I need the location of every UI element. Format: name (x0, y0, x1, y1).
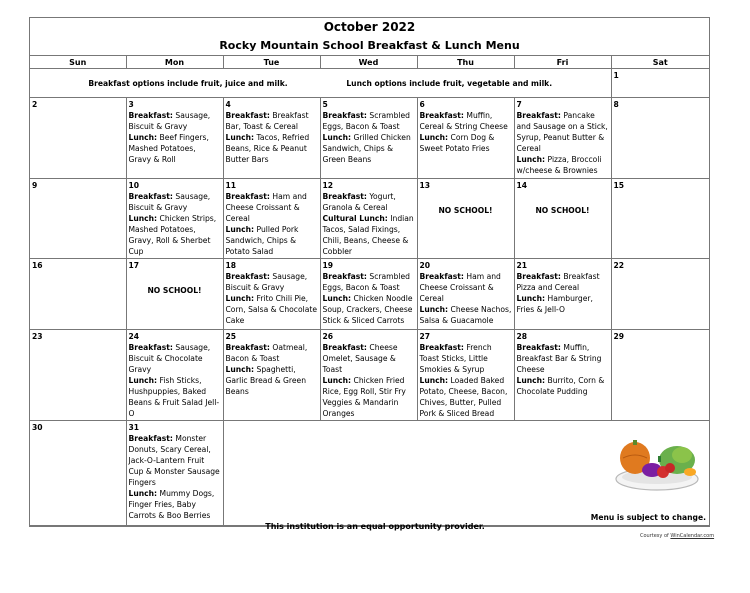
lunch-items: Corn Dog & Sweet Potato Fries (419, 133, 495, 153)
lunch-entry (323, 375, 415, 419)
week-row (30, 179, 709, 259)
lunch-entry (323, 132, 415, 165)
day-cell (126, 98, 223, 179)
lunch-label: Lunch: (225, 365, 255, 374)
day-number: 28 (516, 332, 528, 341)
weekday-header-wed: Wed (320, 56, 417, 69)
day-cell (417, 259, 514, 330)
lunch-items: Mummy Dogs, Finger Fries, Baby Carrots & Boo Berries (128, 489, 215, 520)
day-number: 9 (32, 181, 38, 190)
day-cell (30, 330, 126, 421)
day-number: 7 (516, 100, 522, 109)
lunch-label: Lunch: (225, 133, 255, 142)
lunch-label: Lunch: (128, 133, 158, 142)
day-cell (320, 259, 417, 330)
breakfast-items: Oatmeal, Bacon & Toast (225, 343, 308, 363)
breakfast-items: Scrambled Eggs, Bacon & Toast (322, 272, 410, 292)
day-cell (126, 179, 223, 259)
menu-notes (30, 69, 611, 98)
day-number: 1 (613, 71, 619, 80)
day-number: 12 (322, 181, 334, 190)
lunch-label: Lunch: (516, 155, 546, 164)
day-cell (611, 98, 709, 179)
week-row (30, 98, 709, 179)
breakfast-entry (323, 191, 415, 213)
calendar-grid (30, 56, 709, 526)
breakfast-label: Breakfast: (419, 111, 464, 120)
day-number: 24 (128, 332, 140, 341)
weekday-header-tue: Tue (223, 56, 320, 69)
courtesy-link[interactable]: WinCalendar.com (670, 533, 715, 539)
week-row (30, 421, 709, 526)
breakfast-entry (323, 110, 415, 132)
no-school-label: NO SCHOOL! (438, 206, 493, 215)
breakfast-entry (323, 271, 415, 293)
lunch-entry (517, 154, 609, 176)
breakfast-label: Breakfast: (322, 343, 367, 352)
day-number: 10 (128, 181, 140, 190)
breakfast-label: Breakfast: (128, 343, 173, 352)
day-cell (611, 330, 709, 421)
lunch-label: Lunch: (322, 376, 352, 385)
lunch-entry (420, 375, 512, 419)
lunch-entry (226, 293, 318, 326)
day-number: 21 (516, 261, 528, 270)
day-number: 26 (322, 332, 334, 341)
lunch-items: Fish Sticks, Hushpuppies, Baked Beans & Fruit Salad Jell-O (128, 376, 220, 418)
equal-opportunity-statement: This institution is an equal opportunity provider. (265, 522, 485, 531)
lunch-items: Loaded Baked Potato, Cheese, Bacon, Chives, Butter, Pulled Pork & Sliced Bread (419, 376, 508, 418)
weekday-header-sun: Sun (30, 56, 126, 69)
cultural-lunch-label: Cultural Lunch: (322, 214, 388, 223)
day-cell (320, 179, 417, 259)
day-number: 2 (32, 100, 38, 109)
day-number: 27 (419, 332, 431, 341)
day-number: 18 (225, 261, 237, 270)
calendar-title: October 2022 (323, 20, 416, 34)
breakfast-items: Sausage, Biscuit & Gravy (128, 111, 211, 131)
lunch-items: Frito Chili Pie, Corn, Salsa & Chocolate Cake (225, 294, 318, 325)
lunch-items: Grilled Chicken Sandwich, Chips & Green Beans (322, 133, 411, 164)
day-cell (30, 421, 126, 526)
vegetables-illustration-icon (614, 432, 700, 492)
breakfast-label: Breakfast: (225, 343, 270, 352)
breakfast-entry (226, 342, 318, 364)
lunch-items: Tacos, Refried Beans, Rice & Peanut Butter Bars (225, 133, 310, 164)
day-number: 3 (128, 100, 134, 109)
breakfast-items: Yogurt, Granola & Cereal (322, 192, 396, 212)
breakfast-entry (517, 342, 609, 375)
day-cell (320, 98, 417, 179)
week-row (30, 259, 709, 330)
menu-change-note: Menu is subject to change. (590, 513, 706, 522)
breakfast-items: Breakfast Pizza and Cereal (516, 272, 600, 292)
day-number: 5 (322, 100, 328, 109)
lunch-entry (420, 132, 512, 154)
breakfast-label: Breakfast: (516, 272, 561, 281)
day-number: 23 (32, 332, 43, 341)
lunch-label: Lunch: (419, 133, 449, 142)
breakfast-items: Scrambled Eggs, Bacon & Toast (322, 111, 410, 131)
lunch-label: Lunch: (516, 376, 546, 385)
lunch-entry (420, 304, 512, 326)
weekday-header-mon: Mon (126, 56, 223, 69)
breakfast-items: Monster Donuts, Scary Cereal, Jack-O-Lantern Fruit Cup & Monster Sausage Fingers (128, 434, 220, 487)
courtesy-text: Courtesy of (640, 533, 669, 539)
breakfast-label: Breakfast: (225, 272, 270, 281)
day-number: 29 (613, 332, 625, 341)
lunch-entry (129, 488, 221, 521)
breakfast-entry (517, 271, 609, 293)
breakfast-entry (129, 191, 221, 213)
weekday-header-thu: Thu (417, 56, 514, 69)
day-number: 31 (128, 423, 140, 432)
day-number: 13 (419, 181, 431, 190)
breakfast-note: Breakfast options include fruit, juice and milk. (88, 78, 288, 88)
breakfast-items: Ham and Cheese Croissant & Cereal (419, 272, 501, 303)
lunch-label: Lunch: (225, 294, 255, 303)
lunch-entry (129, 375, 221, 419)
day-cell (320, 330, 417, 421)
breakfast-entry (226, 271, 318, 293)
lunch-label: Lunch: (322, 133, 352, 142)
lunch-items: Spaghetti, Garlic Bread & Green Beans (225, 365, 307, 396)
lunch-items: Hamburger, Fries & Jell-O (516, 294, 593, 314)
day-number: 19 (322, 261, 334, 270)
breakfast-items: Sausage, Biscuit & Gravy (225, 272, 308, 292)
lunch-entry (226, 364, 318, 397)
no-school-label: NO SCHOOL! (147, 286, 202, 295)
lunch-label: Lunch: (128, 489, 158, 498)
lunch-label: Lunch: (128, 376, 158, 385)
day-cell (514, 330, 611, 421)
calendar-subtitle: Rocky Mountain School Breakfast & Lunch Menu (30, 37, 709, 56)
day-cell (126, 259, 223, 330)
cultural-lunch-items: Indian Tacos, Salad Fixings, Chili, Beans, Cheese & Cobbler (322, 214, 414, 256)
breakfast-entry (420, 271, 512, 304)
breakfast-label: Breakfast: (322, 111, 367, 120)
lunch-entry (129, 132, 221, 165)
lunch-entry (129, 213, 221, 257)
breakfast-label: Breakfast: (322, 272, 367, 281)
breakfast-entry (420, 110, 512, 132)
breakfast-entry (323, 342, 415, 375)
breakfast-label: Breakfast: (516, 343, 561, 352)
breakfast-entry (517, 110, 609, 154)
lunch-items: Cheese Nachos, Salsa & Guacamole (419, 305, 512, 325)
lunch-note: Lunch options include fruit, vegetable and milk. (346, 78, 553, 88)
day-number: 16 (32, 261, 43, 270)
breakfast-label: Breakfast: (128, 111, 173, 120)
day-cell (611, 69, 709, 98)
calendar (29, 17, 710, 527)
cultural-lunch-entry (323, 213, 415, 257)
day-cell (126, 421, 223, 526)
day-cell (223, 98, 320, 179)
weekday-header-fri: Fri (514, 56, 611, 69)
lunch-items: Chicken Fried Rice, Egg Roll, Stir Fry Veggies & Mandarin Oranges (322, 376, 406, 418)
lunch-items: Burrito, Corn & Chocolate Pudding (516, 376, 605, 396)
lunch-entry (517, 293, 609, 315)
no-school-label: NO SCHOOL! (535, 206, 590, 215)
lunch-label: Lunch: (516, 294, 546, 303)
breakfast-items: Muffin, Breakfast Bar & String Cheese (516, 343, 602, 374)
day-number: 4 (225, 100, 231, 109)
lunch-items: Pulled Pork Sandwich, Chips & Potato Salad (225, 225, 299, 256)
breakfast-items: Cheese Omelet, Sausage & Toast (322, 343, 398, 374)
breakfast-label: Breakfast: (516, 111, 561, 120)
day-number: 8 (613, 100, 619, 109)
breakfast-entry (420, 342, 512, 375)
day-cell (30, 179, 126, 259)
day-cell (223, 179, 320, 259)
breakfast-label: Breakfast: (225, 111, 270, 120)
lunch-entry (517, 375, 609, 397)
day-cell (611, 179, 709, 259)
breakfast-label: Breakfast: (419, 343, 464, 352)
lunch-items: Chicken Strips, Mashed Potatoes, Gravy, Roll & Sherbet Cup (128, 214, 217, 256)
day-cell (514, 98, 611, 179)
day-number: 22 (613, 261, 625, 270)
lunch-label: Lunch: (225, 225, 255, 234)
breakfast-items: Sausage, Biscuit & Chocolate Gravy (128, 343, 211, 374)
day-cell (514, 259, 611, 330)
weekday-header-row (30, 56, 709, 69)
day-cell (223, 330, 320, 421)
day-number: 15 (613, 181, 625, 190)
breakfast-items: Breakfast Bar, Toast & Cereal (225, 111, 309, 131)
lunch-label: Lunch: (419, 305, 449, 314)
notes-row (30, 69, 709, 98)
day-number: 14 (516, 181, 528, 190)
breakfast-entry (226, 110, 318, 132)
lunch-entry (323, 293, 415, 326)
breakfast-label: Breakfast: (128, 434, 173, 443)
breakfast-entry (226, 191, 318, 224)
day-cell (417, 179, 514, 259)
breakfast-entry (129, 342, 221, 375)
day-number: 20 (419, 261, 431, 270)
breakfast-items: Pancake and Sausage on a Stick, Syrup, Peanut Butter & Cereal (516, 111, 608, 153)
breakfast-entry (129, 110, 221, 132)
day-number: 6 (419, 100, 425, 109)
breakfast-label: Breakfast: (225, 192, 270, 201)
day-cell (611, 259, 709, 330)
breakfast-entry (129, 433, 221, 488)
breakfast-items: French Toast Sticks, Little Smokies & Syrup (419, 343, 492, 374)
lunch-items: Pizza, Broccoli w/cheese & Brownies (516, 155, 602, 175)
breakfast-items: Sausage, Biscuit & Gravy (128, 192, 211, 212)
weekday-header-sat: Sat (611, 56, 709, 69)
day-number: 11 (225, 181, 237, 190)
lunch-label: Lunch: (419, 376, 449, 385)
week-row (30, 330, 709, 421)
breakfast-label: Breakfast: (128, 192, 173, 201)
breakfast-label: Breakfast: (322, 192, 367, 201)
day-cell (417, 330, 514, 421)
lunch-entry (226, 224, 318, 257)
day-cell (223, 259, 320, 330)
lunch-entry (226, 132, 318, 165)
lunch-items: Chicken Noodle Soup, Crackers, Cheese Stick & Sliced Carrots (322, 294, 413, 325)
day-cell (126, 330, 223, 421)
lunch-label: Lunch: (322, 294, 352, 303)
breakfast-items: Ham and Cheese Croissant & Cereal (225, 192, 307, 223)
lunch-items: Beef Fingers, Mashed Potatoes, Gravy & Roll (128, 133, 209, 164)
breakfast-items: Muffin, Cereal & String Cheese (419, 111, 508, 131)
breakfast-label: Breakfast: (419, 272, 464, 281)
day-number: 17 (128, 261, 140, 270)
day-cell (514, 179, 611, 259)
day-number: 30 (32, 423, 43, 432)
day-cell (30, 98, 126, 179)
lunch-label: Lunch: (128, 214, 158, 223)
day-cell (417, 98, 514, 179)
day-cell (30, 259, 126, 330)
day-number: 25 (225, 332, 237, 341)
courtesy-note (640, 533, 714, 539)
